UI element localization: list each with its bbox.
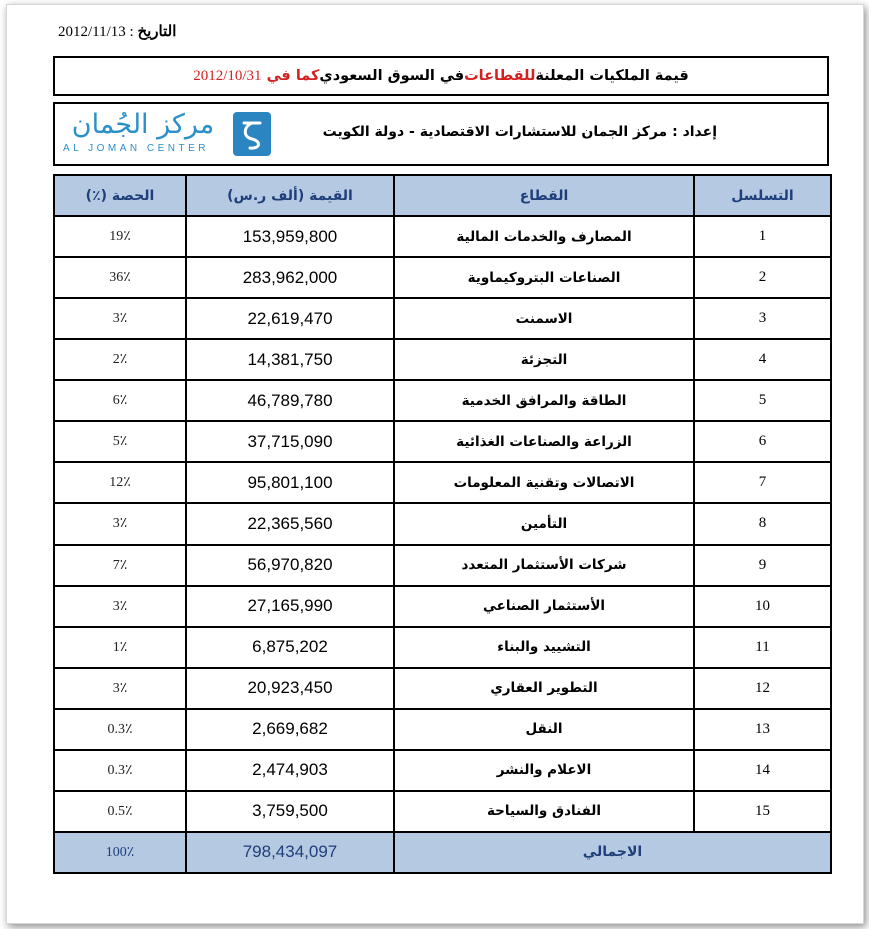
cell-sector: الزراعة والصناعات الغذائية xyxy=(394,421,694,462)
title-date: 2012/10/31 xyxy=(193,67,262,84)
cell-sector: الاسمنت xyxy=(394,298,694,339)
cell-share: 12٪ xyxy=(54,462,186,503)
cell-sector: الاتصالات وتقنية المعلومات xyxy=(394,462,694,503)
cell-seq: 14 xyxy=(694,750,831,791)
cell-seq: 8 xyxy=(694,503,831,544)
cell-value: 46,789,780 xyxy=(186,380,394,421)
cell-value: 2,474,903 xyxy=(186,750,394,791)
table-row xyxy=(54,627,831,668)
header-share: الحصة (٪) xyxy=(54,175,186,216)
table-row xyxy=(54,586,831,627)
table-row xyxy=(54,503,831,544)
cell-share: 5٪ xyxy=(54,421,186,462)
table-row xyxy=(54,668,831,709)
cell-sector: شركات الأستثمار المتعدد xyxy=(394,545,694,586)
cell-sector: المصارف والخدمات المالية xyxy=(394,216,694,257)
title-part3: في السوق السعودي xyxy=(319,68,465,84)
cell-share: 7٪ xyxy=(54,545,186,586)
cell-value: 153,959,800 xyxy=(186,216,394,257)
cell-value: 27,165,990 xyxy=(186,586,394,627)
cell-seq: 1 xyxy=(694,216,831,257)
table-row xyxy=(54,791,831,832)
cell-seq: 9 xyxy=(694,545,831,586)
cell-value: 2,669,682 xyxy=(186,709,394,750)
header-sector: القطاع xyxy=(394,175,694,216)
cell-seq: 2 xyxy=(694,257,831,298)
cell-value: 56,970,820 xyxy=(186,545,394,586)
table-row xyxy=(54,216,831,257)
cell-share: 3٪ xyxy=(54,586,186,627)
cell-seq: 12 xyxy=(694,668,831,709)
cell-sector: الأستثمار الصناعي xyxy=(394,586,694,627)
cell-seq: 11 xyxy=(694,627,831,668)
title-part2: للقطاعات xyxy=(464,68,536,84)
report-date xyxy=(58,22,176,44)
cell-sector: التأمين xyxy=(394,503,694,544)
cell-share: 0.5٪ xyxy=(54,791,186,832)
cell-share: 3٪ xyxy=(54,668,186,709)
title-part1: قيمة الملكيات المعلنة xyxy=(535,68,689,84)
table-row xyxy=(54,709,831,750)
cell-sector: الطاقة والمرافق الخدمية xyxy=(394,380,694,421)
cell-seq: 3 xyxy=(694,298,831,339)
date-separator: : xyxy=(125,24,138,40)
table-row xyxy=(54,380,831,421)
cell-sector: الصناعات البتروكيماوية xyxy=(394,257,694,298)
total-value: 798,434,097 xyxy=(186,832,394,873)
table-row xyxy=(54,462,831,503)
title-part4: كما في xyxy=(266,68,320,84)
total-share: 100٪ xyxy=(54,832,186,873)
cell-seq: 7 xyxy=(694,462,831,503)
sector-ownership-table xyxy=(53,174,832,874)
total-row xyxy=(54,832,831,873)
cell-share: 6٪ xyxy=(54,380,186,421)
title-box xyxy=(53,56,829,96)
cell-share: 19٪ xyxy=(54,216,186,257)
total-label: الاجمالي xyxy=(394,832,831,873)
cell-sector: التشييد والبناء xyxy=(394,627,694,668)
cell-seq: 10 xyxy=(694,586,831,627)
cell-seq: 15 xyxy=(694,791,831,832)
cell-sector: النقل xyxy=(394,709,694,750)
date-label: التاريخ xyxy=(137,24,177,40)
cell-value: 22,365,560 xyxy=(186,503,394,544)
cell-value: 37,715,090 xyxy=(186,421,394,462)
cell-value: 3,759,500 xyxy=(186,791,394,832)
cell-seq: 6 xyxy=(694,421,831,462)
cell-sector: التجزئة xyxy=(394,339,694,380)
cell-sector: الاعلام والنشر xyxy=(394,750,694,791)
table-header-row xyxy=(54,175,831,216)
table-row xyxy=(54,545,831,586)
date-value: 2012/11/13 xyxy=(58,24,126,40)
cell-share: 3٪ xyxy=(54,298,186,339)
author-box xyxy=(53,102,829,166)
cell-value: 95,801,100 xyxy=(186,462,394,503)
report-title xyxy=(55,58,827,94)
cell-value: 283,962,000 xyxy=(186,257,394,298)
cell-seq: 13 xyxy=(694,709,831,750)
cell-value: 14,381,750 xyxy=(186,339,394,380)
table-row xyxy=(54,750,831,791)
author-line: إعداد : مركز الجمان للاستشارات الاقتصادية - دولة الكويت xyxy=(322,124,717,140)
logo-arabic-text: مركز الجُمان xyxy=(71,109,215,140)
cell-sector: الفنادق والسياحة xyxy=(394,791,694,832)
table-row xyxy=(54,298,831,339)
table-row xyxy=(54,257,831,298)
table-row xyxy=(54,339,831,380)
cell-share: 36٪ xyxy=(54,257,186,298)
cell-value: 22,619,470 xyxy=(186,298,394,339)
cell-seq: 5 xyxy=(694,380,831,421)
cell-share: 2٪ xyxy=(54,339,186,380)
logo-english-text: AL JOMAN CENTER xyxy=(63,143,210,154)
cell-value: 6,875,202 xyxy=(186,627,394,668)
logo-mark-icon xyxy=(233,112,271,156)
cell-seq: 4 xyxy=(694,339,831,380)
table-row xyxy=(54,421,831,462)
header-seq: التسلسل xyxy=(694,175,831,216)
cell-share: 0.3٪ xyxy=(54,750,186,791)
joman-logo xyxy=(61,110,273,158)
cell-share: 0.3٪ xyxy=(54,709,186,750)
header-value: القيمة (ألف ر.س) xyxy=(186,175,394,216)
cell-value: 20,923,450 xyxy=(186,668,394,709)
cell-share: 1٪ xyxy=(54,627,186,668)
cell-share: 3٪ xyxy=(54,503,186,544)
cell-sector: التطوير العقاري xyxy=(394,668,694,709)
